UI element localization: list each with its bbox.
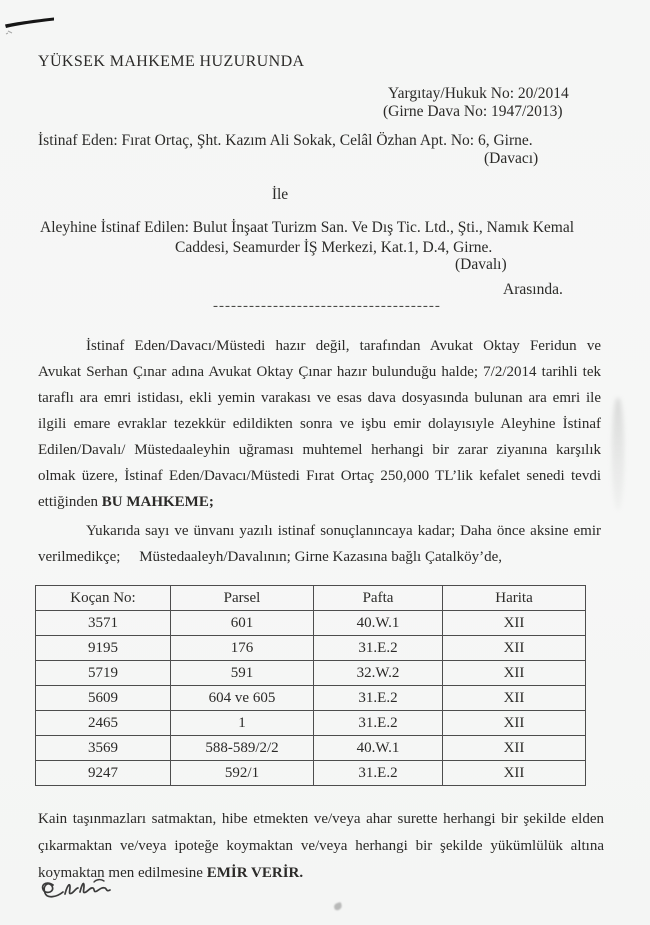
appellant-role: (Davacı)	[484, 150, 539, 167]
paragraph-line	[38, 489, 601, 515]
cell-parsel: 1	[171, 711, 314, 736]
table-row	[36, 636, 586, 661]
case-number-line1: Yargıtay/Hukuk No: 20/2014	[388, 85, 569, 102]
paragraph-text: koymaktan men edilmesine	[38, 865, 207, 881]
cell-pafta: 31.E.2	[314, 761, 443, 786]
cell-parsel: 176	[171, 636, 314, 661]
col-header-parsel: Parsel	[171, 586, 314, 611]
cell-parsel: 588-589/2/2	[171, 736, 314, 761]
cell-harita: XII	[443, 661, 586, 686]
scan-smudge	[612, 398, 624, 510]
cell-parsel: 604 ve 605	[171, 686, 314, 711]
cell-kocan: 9247	[36, 761, 171, 786]
paragraph-line: Kain taşınmazları satmaktan, hibe etmekten ve/veya ahar surette herhangi bir şekilde elden	[38, 811, 604, 827]
paragraph-line: Edilen/Davalı/ Müstedaaleyhin uğraması muhtemel herhangi bir zarar ziyanına karşılık	[38, 442, 601, 458]
cell-pafta: 31.E.2	[314, 636, 443, 661]
table-row	[36, 711, 586, 736]
appellant-line: İstinaf Eden: Fırat Ortaç, Şht. Kazım Ali Sokak, Celâl Özhan Apt. No: 6, Girne.	[38, 132, 533, 149]
cell-harita: XII	[443, 711, 586, 736]
cell-harita: XII	[443, 636, 586, 661]
paragraph-line: çıkarmaktan ve/veya ipoteğe koymaktan ve/veya herhangi bir şekilde yükümlülük altına	[38, 838, 604, 854]
case-number-line2: (Girne Dava No: 1947/2013)	[383, 103, 563, 120]
paragraph-line: İstinaf Eden/Davacı/Müstedi hazır değil, tarafından Avukat Oktay Feridun ve	[86, 338, 601, 354]
ink-smudge	[333, 902, 343, 911]
table-row	[36, 661, 586, 686]
cell-pafta: 31.E.2	[314, 711, 443, 736]
cell-kocan: 5719	[36, 661, 171, 686]
closing-paragraph	[38, 806, 604, 887]
between-label: Arasında.	[503, 281, 563, 298]
paragraph-line: Yukarıda sayı ve ünvanı yazılı istinaf sonuçlanıncaya kadar; Daha önce aksine emir	[86, 523, 601, 539]
ruling-paragraph-2	[38, 518, 601, 570]
cell-harita: XII	[443, 611, 586, 636]
paragraph-line: verilmedikçe; Müstedaaleyh/Davalının; Girne Kazasına bağlı Çatalköy’de,	[38, 549, 503, 565]
cell-parsel: 601	[171, 611, 314, 636]
respondent-line1: Aleyhine İstinaf Edilen: Bulut İnşaat Turizm San. Ve Dış Tic. Ltd., Şti., Namık Kemal	[40, 219, 575, 236]
table-row	[36, 761, 586, 786]
conjunction-ile: İle	[271, 186, 289, 203]
cell-harita: XII	[443, 686, 586, 711]
cell-pafta: 31.E.2	[314, 686, 443, 711]
cell-harita: XII	[443, 761, 586, 786]
bu-mahkeme-emphasis: BU MAHKEME;	[101, 494, 214, 510]
col-header-kocan: Koçan No:	[36, 586, 171, 611]
cell-kocan: 3569	[36, 736, 171, 761]
signature-scribble	[38, 876, 130, 904]
cell-pafta: 40.W.1	[314, 611, 443, 636]
emir-verir-emphasis: EMİR VERİR.	[206, 865, 304, 881]
table-row	[36, 736, 586, 761]
cell-kocan: 2465	[36, 711, 171, 736]
cell-kocan: 5609	[36, 686, 171, 711]
cell-kocan: 3571	[36, 611, 171, 636]
pen-stroke-artifact	[2, 11, 58, 35]
document-title: YÜKSEK MAHKEME HUZURUNDA	[38, 53, 305, 70]
respondent-line2: Caddesi, Seamurder İŞ Merkezi, Kat.1, D.4, Girne.	[175, 239, 493, 256]
ruling-paragraph-1	[38, 333, 601, 515]
cell-harita: XII	[443, 736, 586, 761]
paragraph-line: Avukat Serhan Çınar adına Avukat Oktay Çınar hazır bulunduğu halde; 7/2/2014 tarihli tek	[38, 364, 601, 380]
dashed-separator: --------------------------------------	[213, 298, 441, 314]
cell-parsel: 592/1	[171, 761, 314, 786]
table-row	[36, 686, 586, 711]
paragraph-line: olmak üzere, İstinaf Eden/Davacı/Müstedi Fırat Ortaç 250,000 TL’lik kefalet senedi tevdi	[38, 468, 601, 484]
cell-parsel: 591	[171, 661, 314, 686]
paragraph-text: ettiğinden	[38, 494, 102, 510]
paragraph-line: ilgili emare evraklar tezekkür edildikten sonra ve işbu emir dolayısıyle Aleyhine İstinaf	[38, 416, 601, 432]
cell-kocan: 9195	[36, 636, 171, 661]
col-header-harita: Harita	[443, 586, 586, 611]
cell-pafta: 32.W.2	[314, 661, 443, 686]
col-header-pafta: Pafta	[314, 586, 443, 611]
table-row	[36, 611, 586, 636]
cell-pafta: 40.W.1	[314, 736, 443, 761]
land-parcel-table	[35, 585, 586, 786]
paragraph-line: taraflı ara emri istidası, ekli yemin varakası ve esas dava dosyasında bulunan ara emri ile	[38, 390, 601, 406]
respondent-role: (Davalı)	[455, 256, 507, 273]
table-header-row	[36, 586, 586, 611]
